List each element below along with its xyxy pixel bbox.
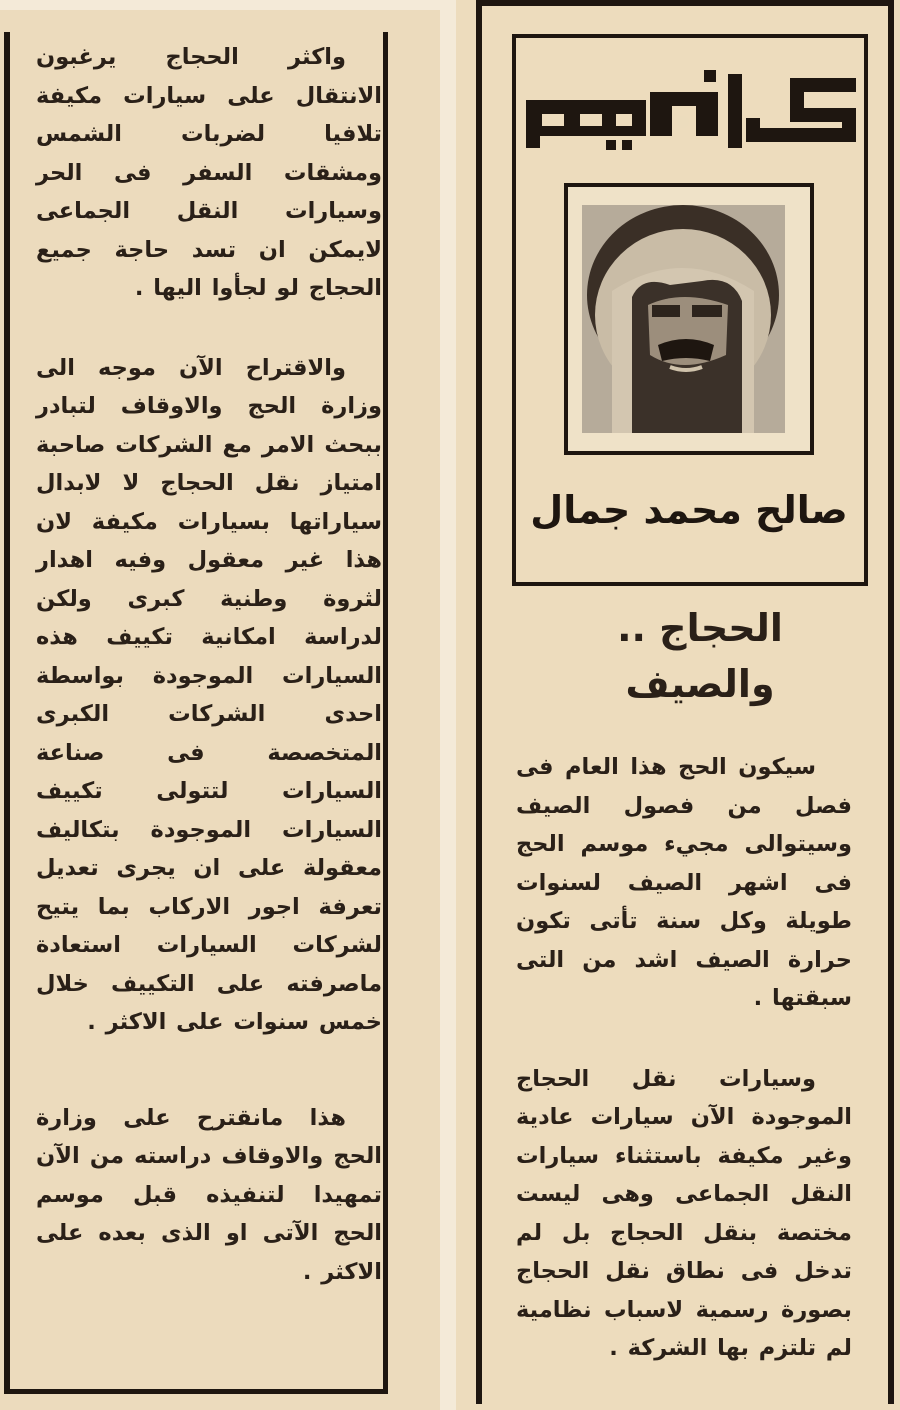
headline — [500, 600, 900, 712]
left-column-text — [36, 38, 382, 1291]
headline-line-2: والصيف — [625, 662, 775, 706]
paragraph: واكثر الحجاج يرغبون الانتقال على سيارات مكيفة تلافيا لضربات الشمس ومشقات السفر فى الحر وسيارات النقل الجماعى لايمكن ان تسد حاجة جميع الحجاج لو لجأوا اليها . — [36, 44, 382, 301]
paragraph: وسيارات نقل الحجاج الموجودة الآن سيارات عادية وغير مكيفة باستثناء سيارات النقل الجماعى وهى ليست مختصة بنقل الحجاج بل لم تدخل فى نطاق نقل الحجاج بصورة رسمية لاسباب نظامية لم تلتزم بها الشركة . — [516, 1065, 852, 1361]
right-column-text — [516, 748, 852, 1368]
paragraph: سيكون الحج هذا العام فى فصل من فصول الصيف وسيتوالى مجيء موسم الحج فى اشهر الصيف لسنوات طويلة وكل سنة تأتى تكون حرارة الصيف اشد من التى سبقتها . — [516, 754, 852, 1011]
column-logo — [520, 70, 860, 156]
author-name: صالح محمد جمال — [530, 488, 848, 532]
author-photo — [582, 205, 785, 433]
headline-line-1: الحجاج .. — [617, 606, 783, 650]
paragraph: والاقتراح الآن موجه الى وزارة الحج والاوقاف لتبادر ببحث الامر مع الشركات صاحبة امتياز نقل الحجاج لا لابدال سياراتها بسيارات مكيفة لان هذا غير معقول وفيه اهدار لثروة وطنية كبرى ولكن لدراسة امكانية تكييف هذه السيارات الموجودة بواسطة احدى الشركات الكبرى المتخصصة فى صناعة السيارات لتتولى تكييف السيارات الموجودة بتكاليف معقولة على ان يجرى تعديل تعرفة اجور الاركاب بما يتيح لشركات السيارات استعادة ماصرفته على التكييف خلال خمس سنوات على الاكثر . — [36, 354, 382, 1035]
paragraph: هذا مانقترح على وزارة الحج والاوقاف دراسته من الآن تمهيدا لتنفيذه قبل موسم الحج الآتى او الذى بعده على الاكثر . — [36, 1104, 382, 1285]
